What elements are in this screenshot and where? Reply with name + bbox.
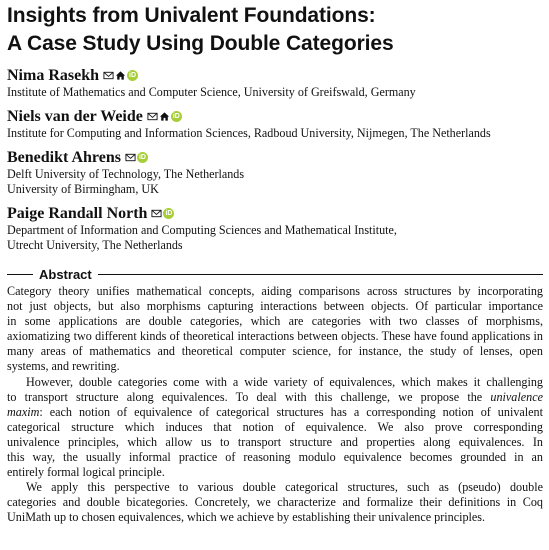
author-icons: [147, 111, 182, 122]
abstract-line: Category theory unifies mathematical concepts, aiding comparisons across structures by incorporating: [7, 284, 543, 298]
author-name: [7, 204, 174, 223]
author-block: [7, 107, 543, 141]
abstract-line: many areas of mathematics and theoretical computer science, for instance, the study of lenses, open: [7, 344, 543, 359]
author-name: [7, 107, 182, 126]
abstract-line: not just objects, but also morphisms capturing interactions between objects. Of particular importance: [7, 299, 543, 314]
abstract-paragraph: [7, 480, 543, 525]
author-name-text: Nima Rasekh: [7, 67, 100, 84]
orcid-icon[interactable]: iD: [138, 154, 146, 161]
author-affiliation: Delft University of Technology, The Netherlands: [7, 167, 245, 181]
heading-rule: [7, 274, 33, 275]
author-affiliation: Institute for Computing and Information Sciences, Radboud University, Nijmegen, The Netherlands: [7, 126, 491, 140]
orcid-icon[interactable]: iD: [165, 210, 173, 217]
orcid-icon[interactable]: iD: [129, 72, 137, 79]
abstract-line: We apply this perspective to various double categorical structures, such as (pseudo) double: [26, 480, 543, 495]
title-line-1: Insights from Univalent Foundations:: [7, 4, 376, 27]
author-affiliation: Department of Information and Computing Sciences and Mathematical Institute,: [7, 223, 397, 237]
abstract-line: [7, 390, 543, 405]
title-line-2: A Case Study Using Double Categories: [7, 32, 394, 55]
abstract-heading: [7, 265, 543, 283]
author-icons: [103, 70, 138, 81]
author-affiliation: University of Birmingham, UK: [7, 182, 159, 196]
abstract-line: UniMath up to chosen equivalences, which we achieve by establishing their univalence principles.: [7, 510, 486, 525]
envelope-icon[interactable]: [125, 152, 136, 163]
abstract-emphasis: univalence: [490, 389, 543, 404]
abstract-line: this way, the usually informal practice of reasoning modulo equivalence becomes grounded in an: [7, 450, 543, 465]
abstract-paragraph: [7, 284, 543, 375]
author-name-text: Niels van der Weide: [7, 108, 143, 125]
author-affiliation: Utrecht University, The Netherlands: [7, 238, 183, 252]
abstract-heading-label: Abstract: [39, 266, 92, 282]
abstract-line: axiomatizing two different kinds of theoretical interactions between objects. These have found applications in: [7, 329, 543, 344]
abstract-line: [7, 375, 543, 390]
abstract-line: univalence principles, which allow us to transport structure and properties along equivalences. In: [7, 434, 543, 449]
abstract-text: However, double categories come with a wide variety of equivalences, which makes it challenging: [26, 374, 543, 389]
abstract-line: categorical structure which induces that notion of equivalence. We also prove corresponding: [7, 419, 543, 434]
abstract-text: to transport structure along equivalences. To deal with this challenge, we propose the: [7, 389, 483, 404]
author-icons: [125, 152, 148, 163]
abstract-emphasis: maxim: [7, 404, 40, 419]
author-name-text: Paige Randall North: [7, 205, 148, 222]
author-affiliation: Institute of Mathematics and Computer Science, University of Greifswald, Germany: [7, 85, 416, 99]
author-name: [7, 148, 148, 167]
author-block: [7, 66, 543, 100]
envelope-icon[interactable]: [103, 70, 114, 81]
envelope-icon[interactable]: [147, 111, 158, 122]
envelope-icon[interactable]: [151, 208, 162, 219]
author-block: [7, 204, 543, 253]
abstract-body: [7, 284, 543, 526]
orcid-icon[interactable]: iD: [172, 113, 180, 120]
abstract-line: entirely formal logical principle.: [7, 465, 165, 480]
abstract-text: : each notion of equivalence of categorical structures has a corresponding notion of univalent: [39, 404, 543, 419]
home-icon[interactable]: [115, 70, 126, 81]
abstract-line: in some applications are double categories, which are categories with two classes of morphisms,: [7, 314, 543, 329]
author-name: [7, 66, 138, 85]
author-block: [7, 148, 543, 197]
abstract-line: systems, and rewriting.: [7, 359, 120, 374]
abstract-line: categories and double bicategories. Concretely, we characterize and formalize their definitions in Coq: [7, 495, 543, 510]
heading-rule: [98, 274, 543, 275]
author-name-text: Benedikt Ahrens: [7, 149, 121, 166]
home-icon[interactable]: [159, 111, 170, 122]
author-icons: [151, 208, 174, 219]
abstract-line: [7, 405, 543, 420]
paper-title: [7, 2, 543, 58]
abstract-paragraph: [7, 375, 543, 481]
